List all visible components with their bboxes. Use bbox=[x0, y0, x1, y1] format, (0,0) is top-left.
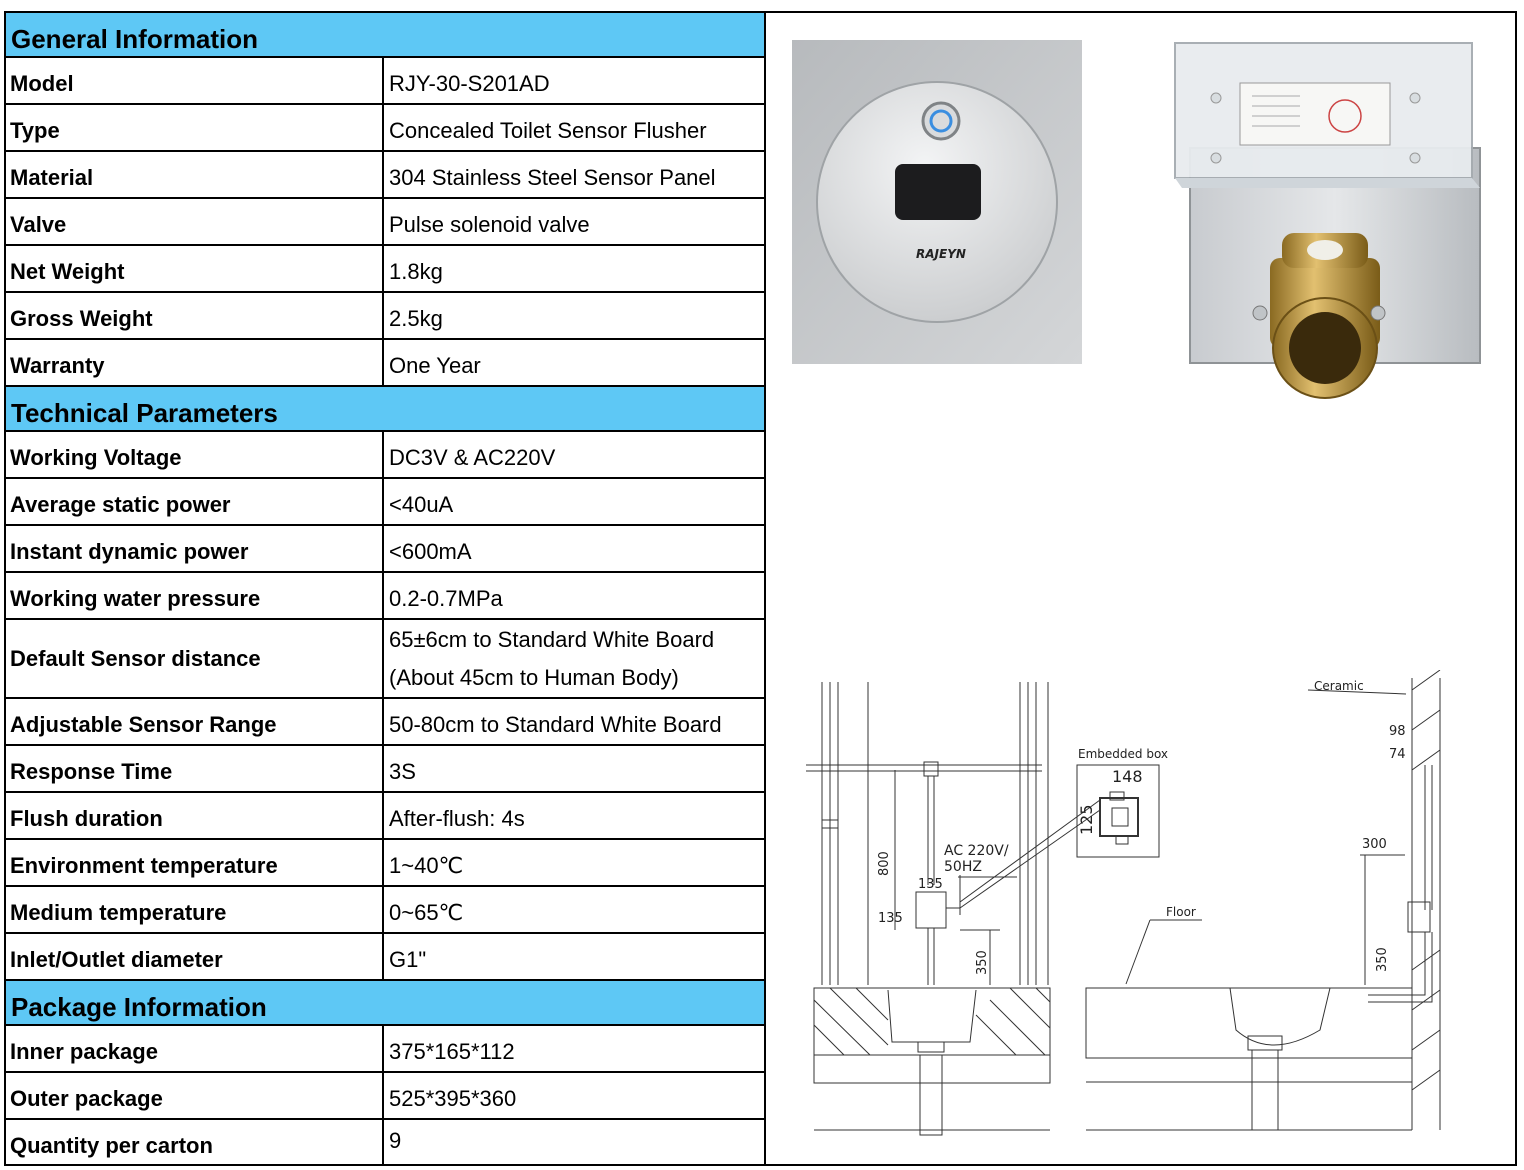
row-label: Instant dynamic power bbox=[6, 526, 384, 571]
row-label: Inlet/Outlet diameter bbox=[6, 934, 384, 979]
table-row bbox=[6, 887, 764, 934]
row-label: Response Time bbox=[6, 746, 384, 791]
row-value: DC3V & AC220V bbox=[389, 445, 556, 470]
row-label: Type bbox=[6, 105, 384, 150]
row-value-line1: 65±6cm to Standard White Board bbox=[389, 626, 715, 652]
row-label: Warranty bbox=[6, 340, 384, 385]
dim-300: 300 bbox=[1362, 837, 1387, 852]
row-label: Working water pressure bbox=[6, 573, 384, 618]
table-row bbox=[6, 840, 764, 887]
row-value-line2: (About 45cm to Human Body) bbox=[389, 664, 679, 690]
row-value: 0~65℃ bbox=[389, 900, 464, 925]
row-value: 1~40℃ bbox=[389, 853, 464, 878]
row-value: After-flush: 4s bbox=[389, 806, 525, 831]
section-header-package: Package Information bbox=[6, 981, 764, 1026]
table-row bbox=[6, 293, 764, 340]
row-label: Net Weight bbox=[6, 246, 384, 291]
row-value: <600mA bbox=[389, 539, 472, 564]
dim-98: 98 bbox=[1389, 724, 1406, 739]
row-label: Working Voltage bbox=[6, 432, 384, 477]
embedded-box-photo bbox=[1160, 38, 1490, 403]
flush-button-icon bbox=[923, 103, 959, 139]
power-label: AC 220V/ bbox=[944, 843, 1009, 859]
section-header-technical: Technical Parameters bbox=[6, 387, 764, 432]
row-value: Pulse solenoid valve bbox=[389, 212, 590, 237]
panel-brand: RAJEYN bbox=[916, 247, 966, 261]
table-row bbox=[6, 340, 764, 387]
row-label: Model bbox=[6, 58, 384, 103]
table-row bbox=[6, 1073, 764, 1120]
table-row bbox=[6, 58, 764, 105]
dim-125: 125 bbox=[1077, 804, 1096, 835]
dim-148: 148 bbox=[1112, 767, 1143, 786]
table-row bbox=[6, 152, 764, 199]
table-row bbox=[6, 699, 764, 746]
row-label: Average static power bbox=[6, 479, 384, 524]
table-row bbox=[6, 432, 764, 479]
row-value: 1.8kg bbox=[389, 259, 443, 284]
dim-800: 800 bbox=[877, 851, 892, 876]
dim-350-left: 350 bbox=[975, 950, 990, 975]
sensor-panel-photo bbox=[792, 40, 1082, 364]
dim-74: 74 bbox=[1389, 747, 1406, 762]
row-label: Outer package bbox=[6, 1073, 384, 1118]
dim-135-top: 135 bbox=[918, 877, 943, 892]
dim-135-side: 135 bbox=[878, 911, 903, 926]
table-row bbox=[6, 793, 764, 840]
row-value: 50-80cm to Standard White Board bbox=[389, 712, 722, 737]
dim-350-right: 350 bbox=[1375, 947, 1390, 972]
table-row bbox=[6, 746, 764, 793]
sensor-window bbox=[895, 164, 981, 220]
row-value bbox=[384, 620, 764, 697]
row-label: Medium temperature bbox=[6, 887, 384, 932]
row-value: 525*395*360 bbox=[389, 1086, 517, 1111]
section-header-general: General Information bbox=[6, 13, 764, 58]
row-value: 9 bbox=[389, 1128, 402, 1153]
embedded-box-label: Embedded box bbox=[1078, 747, 1169, 761]
row-value: 0.2-0.7MPa bbox=[389, 586, 503, 611]
table-row bbox=[6, 479, 764, 526]
row-label: Valve bbox=[6, 199, 384, 244]
table-row bbox=[6, 246, 764, 293]
row-label: Quantity per carton bbox=[6, 1120, 384, 1165]
row-value: 375*165*112 bbox=[389, 1039, 515, 1064]
row-label: Flush duration bbox=[6, 793, 384, 838]
row-label: Inner package bbox=[6, 1026, 384, 1071]
spec-table bbox=[6, 13, 764, 1165]
column-divider bbox=[764, 11, 766, 1166]
table-row bbox=[6, 199, 764, 246]
spec-label-sticker bbox=[1240, 83, 1390, 145]
row-label: Adjustable Sensor Range bbox=[6, 699, 384, 744]
ceramic-label: Ceramic bbox=[1314, 679, 1364, 693]
table-row bbox=[6, 526, 764, 573]
row-value: 304 Stainless Steel Sensor Panel bbox=[389, 165, 716, 190]
row-label: Default Sensor distance bbox=[6, 620, 384, 697]
row-value: 2.5kg bbox=[389, 306, 443, 331]
row-value: <40uA bbox=[389, 492, 454, 517]
installation-drawing bbox=[800, 670, 1460, 1140]
valve-box-icon bbox=[916, 892, 946, 928]
row-value: RJY-30-S201AD bbox=[389, 71, 550, 96]
row-label: Environment temperature bbox=[6, 840, 384, 885]
floor-label: Floor bbox=[1166, 905, 1196, 919]
row-value: One Year bbox=[389, 353, 481, 378]
row-value: Concealed Toilet Sensor Flusher bbox=[389, 118, 707, 143]
table-row bbox=[6, 934, 764, 981]
row-label: Gross Weight bbox=[6, 293, 384, 338]
row-value: G1" bbox=[389, 947, 427, 972]
table-row bbox=[6, 105, 764, 152]
freq-label: 50HZ bbox=[944, 859, 982, 875]
table-row bbox=[6, 1026, 764, 1073]
row-value: 3S bbox=[389, 759, 416, 784]
row-label: Material bbox=[6, 152, 384, 197]
table-row bbox=[6, 573, 764, 620]
table-row bbox=[6, 1120, 764, 1165]
table-row bbox=[6, 620, 764, 699]
